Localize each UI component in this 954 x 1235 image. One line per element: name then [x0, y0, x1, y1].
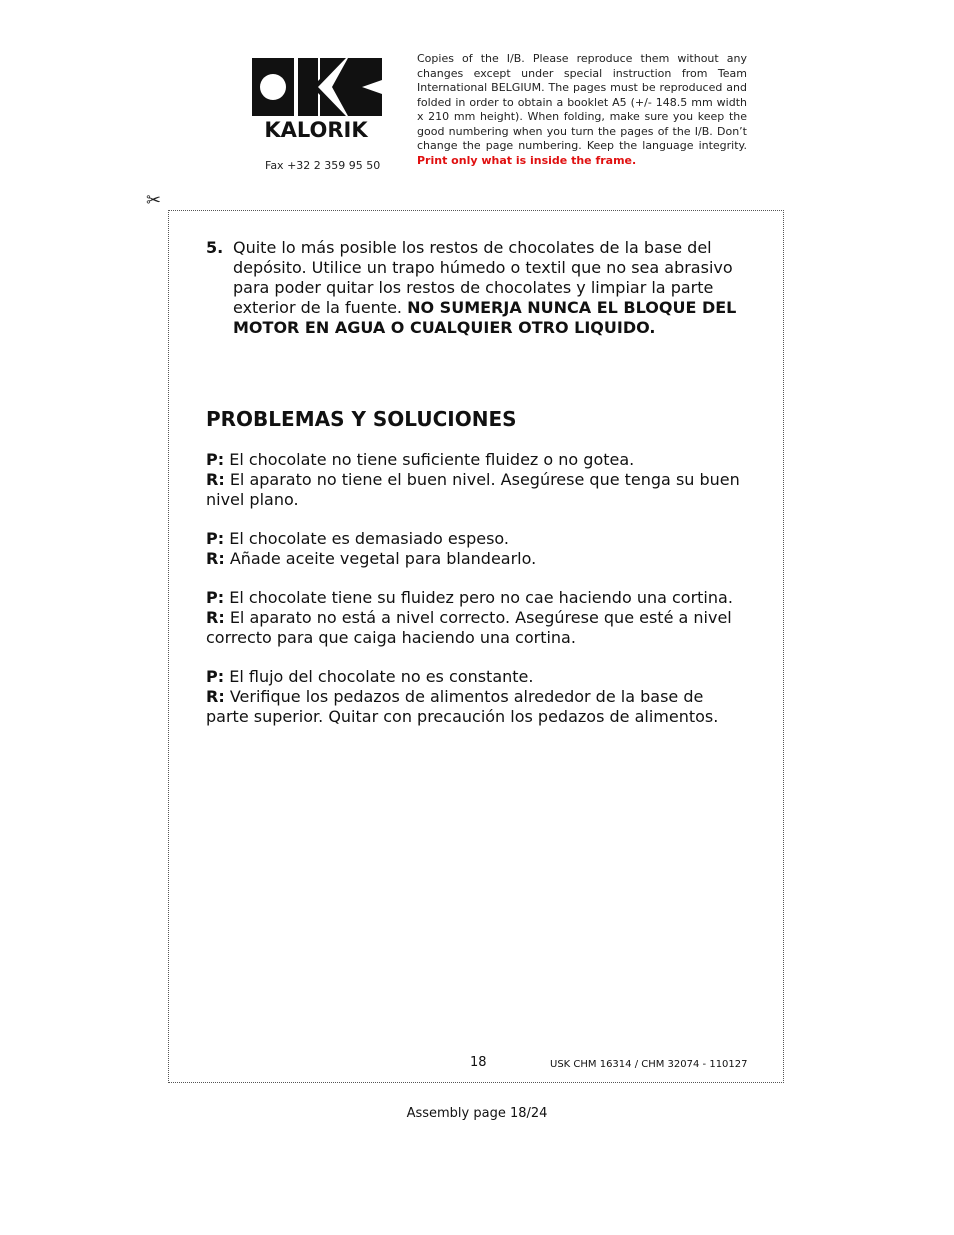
answer-label: R:: [206, 687, 225, 706]
step-warning: NO SUMERJA NUNCA EL BLOQUE DEL MOTOR EN AGUA O CUALQUIER OTRO LIQUIDO.: [233, 298, 737, 337]
step-text: [233, 238, 746, 338]
print-notice: [417, 52, 747, 168]
document-code: USK CHM 16314 / CHM 32074 - 110127: [550, 1059, 748, 1070]
page-content: [206, 238, 746, 727]
question-text: El flujo del chocolate no es constante.: [229, 667, 534, 686]
question-label: P:: [206, 450, 225, 469]
qa-item: [206, 667, 746, 727]
question-label: P:: [206, 529, 225, 548]
qa-item: [206, 588, 746, 648]
scissors-icon: ✂: [146, 190, 162, 211]
notice-red-text: Print only what is inside the frame.: [417, 153, 637, 167]
answer-text: Verifique los pedazos de alimentos alrededor de la base de parte superior. Quitar con precaución los pedazos de alimentos.: [206, 687, 719, 726]
kalorik-logo: [248, 55, 384, 141]
question-label: P:: [206, 588, 225, 607]
answer-text: El aparato no tiene el buen nivel. Asegúrese que tenga su buen nivel plano.: [206, 470, 740, 509]
notice-text: Copies of the I/B. Please reproduce them without any changes except under special instruction from Team International BELGIUM. The pages must be reproduced and folded in order to obtain a booklet A5 (+/- 148.5 mm width x 210 mm height). When folding, make sure you keep the good numbering when you turn the pages of the I/B. Don’t change the page numbering. Keep the language integrity.: [417, 52, 747, 152]
question-text: El chocolate no tiene suficiente fluidez o no gotea.: [229, 450, 635, 469]
page-number: 18: [470, 1055, 487, 1070]
question-text: El chocolate es demasiado espeso.: [229, 529, 510, 548]
step-5: [206, 238, 746, 338]
answer-label: R:: [206, 470, 225, 489]
svg-text:KALORIK: KALORIK: [264, 118, 368, 141]
question-label: P:: [206, 667, 225, 686]
answer-label: R:: [206, 549, 225, 568]
assembly-page-label: Assembly page 18/24: [406, 1106, 548, 1121]
step-instructions: Quite lo más posible los restos de chocolates de la base del depósito. Utilice un trapo húmedo o textil que no sea abrasivo para poder quitar los restos de chocolates y limpiar la parte exterior de la fuente.: [233, 238, 733, 317]
answer-label: R:: [206, 608, 225, 627]
answer-text: El aparato no está a nivel correcto. Asegúrese que esté a nivel correcto para que caiga haciendo una cortina.: [206, 608, 732, 647]
section-heading: PROBLEMAS Y SOLUCIONES: [206, 407, 517, 431]
step-number: 5.: [206, 238, 224, 257]
fax-number: Fax +32 2 359 95 50: [265, 159, 381, 172]
qa-item: [206, 450, 746, 510]
qa-item: [206, 529, 746, 569]
answer-text: Añade aceite vegetal para blandearlo.: [229, 549, 537, 568]
question-text: El chocolate tiene su fluidez pero no cae haciendo una cortina.: [229, 588, 733, 607]
